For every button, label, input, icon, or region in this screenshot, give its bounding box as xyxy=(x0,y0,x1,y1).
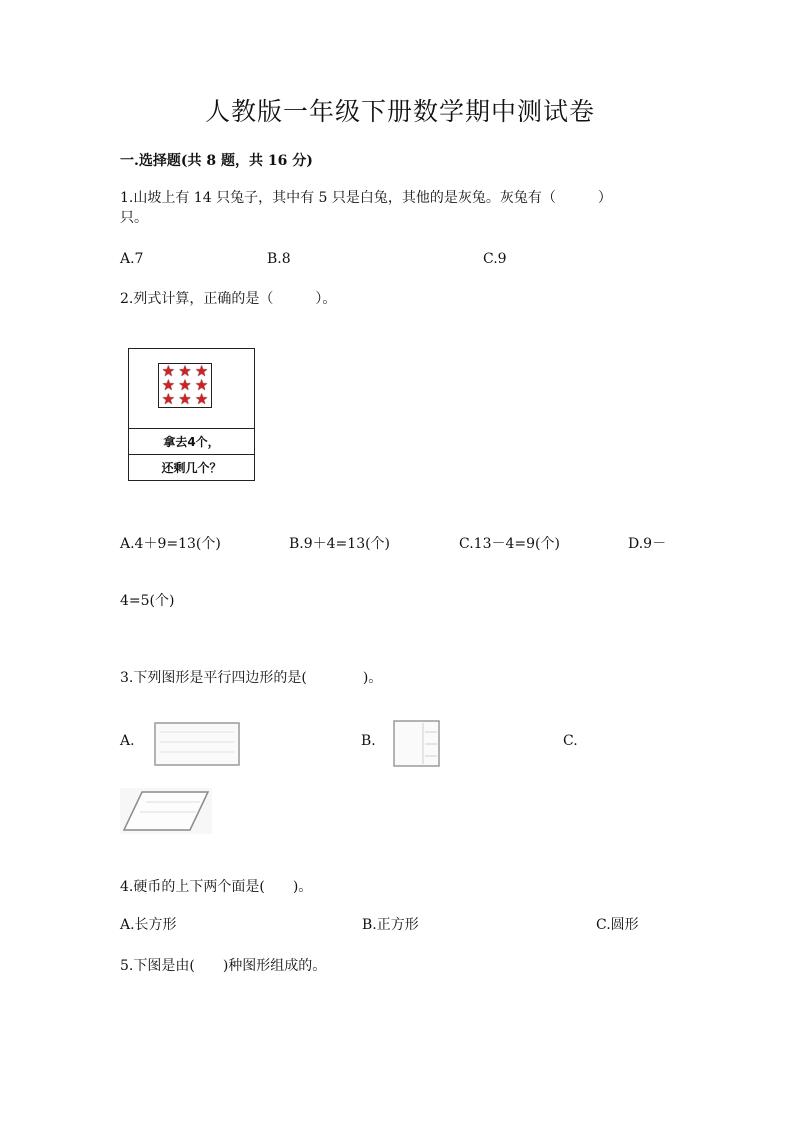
star-icon: ★ xyxy=(194,362,209,381)
q2-star-figure xyxy=(128,348,255,481)
figure-divider xyxy=(129,454,254,455)
q2-option-d: D.9－ xyxy=(628,536,667,552)
q4-option-b: B.正方形 xyxy=(362,917,419,933)
rectangle-shape-image xyxy=(154,722,241,767)
star-icon: ★ xyxy=(161,362,176,381)
q1-option-b: B.8 xyxy=(267,251,291,267)
star-icon: ★ xyxy=(178,375,192,394)
q3-option-a: A. xyxy=(120,733,135,749)
q4-option-c: C.圆形 xyxy=(596,917,639,933)
q2-option-a: A.4＋9=13(个) xyxy=(120,536,221,552)
figure-label-take-away: 拿去4个， xyxy=(163,435,220,449)
question-5-text: 5.下图是由( )种图形组成的。 xyxy=(120,958,327,974)
section-heading: 一.选择题(共 8 题，共 16 分) xyxy=(120,153,313,169)
star-icon: ★ xyxy=(161,375,176,394)
q1-option-a: A.7 xyxy=(120,251,144,267)
q4-option-a: A.长方形 xyxy=(120,917,177,933)
star-icon: ★ xyxy=(178,389,192,408)
question-4-text: 4.硬币的上下两个面是( )。 xyxy=(120,879,313,895)
parallelogram-shape-image xyxy=(120,788,212,834)
q2-option-c: C.13－4=9(个) xyxy=(459,536,560,552)
star-icon: ★ xyxy=(194,375,209,394)
q3-option-c: C. xyxy=(563,733,578,749)
page-title: 人教版一年级下册数学期中测试卷 xyxy=(204,97,595,126)
star-icon: ★ xyxy=(178,362,192,381)
figure-divider xyxy=(129,428,254,429)
q2-option-d-wrap: 4=5(个) xyxy=(120,593,175,609)
q2-option-b: B.9＋4=13(个) xyxy=(289,536,391,552)
star-icon: ★ xyxy=(194,389,209,408)
question-3-text: 3.下列图形是平行四边形的是( )。 xyxy=(120,670,383,686)
q3-option-b: B. xyxy=(361,733,376,749)
figure-label-remaining: 还剩几个？ xyxy=(161,461,222,475)
star-grid xyxy=(158,363,212,408)
question-1-text-wrap: 只。 xyxy=(120,210,148,226)
square-shape-image xyxy=(393,720,441,768)
question-1-text: 1.山坡上有 14 只兔子，其中有 5 只是白兔，其他的是灰兔。灰兔有（ ） xyxy=(120,190,612,206)
star-icon: ★ xyxy=(161,389,176,408)
q1-option-c: C.9 xyxy=(483,251,507,267)
question-2-text: 2.列式计算，正确的是（ ）。 xyxy=(120,291,337,307)
